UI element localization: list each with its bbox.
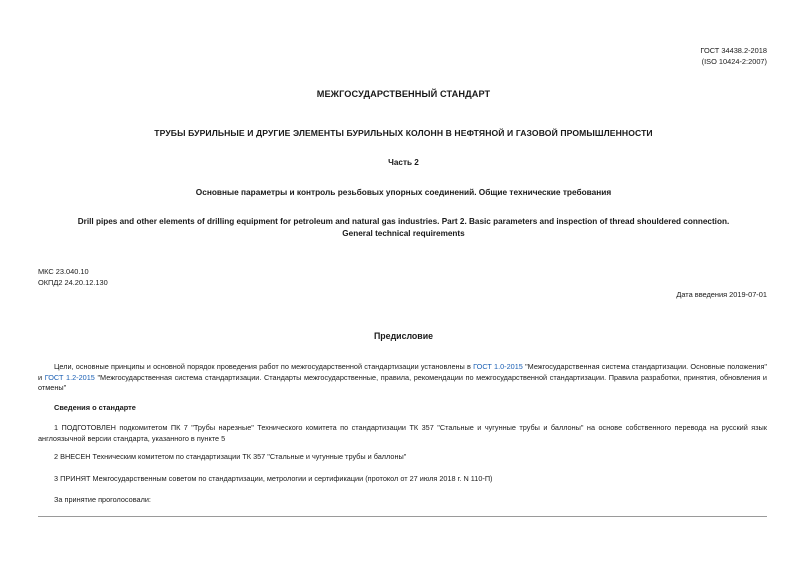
page-divider xyxy=(38,516,767,517)
okpd-code: ОКПД2 24.20.12.130 xyxy=(38,278,108,287)
title-en xyxy=(20,216,787,239)
foreword-text-a: Цели, основные принципы и основной порядок проведения работ по межгосударственной стандартизации установлены в xyxy=(54,362,474,371)
info-heading: Сведения о стандарте xyxy=(54,403,136,412)
foreword-text-c: "Межгосударственная система стандартизации. Стандарты межгосударственные, правила, рекомендации по межгосударственной стандартизации. Правила разработки, принятия, обновления и отмены" xyxy=(38,372,767,392)
main-title: ТРУБЫ БУРИЛЬНЫЕ И ДРУГИЕ ЭЛЕМЕНТЫ БУРИЛЬНЫХ КОЛОНН В НЕФТЯНОЙ И ГАЗОВОЙ ПРОМЫШЛЕННОСТИ xyxy=(154,128,653,138)
item-submitted: 2 ВНЕСЕН Техническим комитетом по стандартизации ТК 357 "Стальные и чугунные трубы и баллоны" xyxy=(54,452,407,461)
foreword-text-b: "Межгосударственная система стандартизации. Основные положения" и xyxy=(38,362,767,382)
gost-1-0-link[interactable]: ГОСТ 1.0-2015 xyxy=(473,362,523,371)
gost-number: ГОСТ 34438.2-2018 xyxy=(700,46,767,55)
mks-code: МКС 23.040.10 xyxy=(38,267,89,276)
foreword-heading: Предисловие xyxy=(373,331,434,341)
effective-date: Дата введения 2019-07-01 xyxy=(676,290,767,299)
title-en-line2: General technical requirements xyxy=(342,228,465,238)
standard-type-heading: МЕЖГОСУДАРСТВЕННЫЙ СТАНДАРТ xyxy=(316,89,491,99)
subtitle-ru: Основные параметры и контроль резьбовых упорных соединений. Общие технические требования xyxy=(195,187,612,197)
part-label: Часть 2 xyxy=(388,158,419,167)
iso-number: (ISO 10424-2:2007) xyxy=(701,57,767,66)
gost-1-2-link[interactable]: ГОСТ 1.2-2015 xyxy=(44,372,95,382)
item-adopted: 3 ПРИНЯТ Межгосударственным советом по стандартизации, метрологии и сертификации (протокол от 27 июля 2018 г. N 110-П) xyxy=(54,474,493,483)
foreword-paragraph xyxy=(38,362,767,394)
title-en-line1: Drill pipes and other elements of drilling equipment for petroleum and natural gas industries. Part 2. Basic parameters and inspection of thread shouldered connection. xyxy=(77,217,730,226)
item-prepared: 1 ПОДГОТОВЛЕН подкомитетом ПК 7 "Трубы нарезные" Технического комитета по стандартизации ТК 357 "Стальные и чугунные трубы и баллоны" на основе собственного перевода на русский язык англоязычной версии стандарта, указанного в пункте 5 xyxy=(38,423,767,443)
item-voted: За принятие проголосовали: xyxy=(54,495,151,504)
